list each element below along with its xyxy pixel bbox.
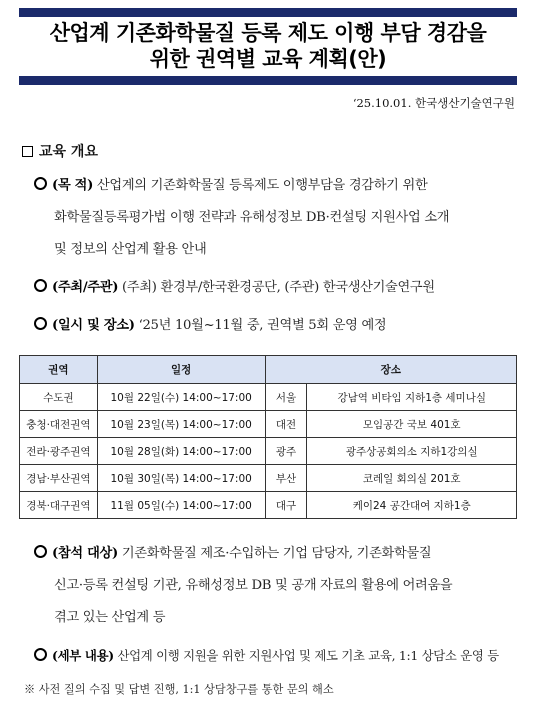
cell-city: 서울 <box>265 384 307 411</box>
cell-date: 10월 23일(목) 14:00~17:00 <box>97 411 265 438</box>
cell-venue: 강남역 비타임 지하1층 세미나실 <box>307 384 517 411</box>
purpose-label: (목 적) <box>52 178 94 193</box>
schedule-label: (일시 및 장소) <box>52 318 135 333</box>
cell-date: 10월 30일(목) 14:00~17:00 <box>97 465 265 492</box>
details-row <box>34 646 499 664</box>
target-text-line2: 신고·등록 컨설팅 기관, 유해성정보 DB 및 공개 자료의 활용에 어려움을 <box>54 578 453 593</box>
cell-region: 경남·부산권역 <box>20 465 98 492</box>
cell-city: 광주 <box>265 438 307 465</box>
host-label: (주최/주관) <box>52 280 119 295</box>
purpose-line1-row <box>34 174 427 193</box>
cell-venue: 광주상공회의소 지하1강의실 <box>307 438 517 465</box>
details-text: 산업계 이행 지원을 위한 지원사업 및 제도 기초 교육, 1:1 상담소 운영 등 <box>113 648 499 663</box>
host-text: (주최) 환경부/한국환경공단, (주관) 한국생산기술연구원 <box>118 280 435 295</box>
section-heading <box>22 141 98 161</box>
target-label: (참석 대상) <box>52 546 118 561</box>
footnote: ※ 사전 질의 수집 및 답변 진행, 1:1 상담창구를 통한 문의 해소 <box>24 683 334 696</box>
circle-bullet-icon <box>34 279 47 292</box>
cell-city: 대구 <box>265 492 307 519</box>
details-label: (세부 내용) <box>52 648 114 663</box>
table-row <box>20 438 517 465</box>
cell-region: 전라·광주권역 <box>20 438 98 465</box>
table-row <box>20 465 517 492</box>
date-organization: ‘25.10.01. 한국생산기술연구원 <box>352 96 515 110</box>
cell-date: 11월 05일(수) 14:00~17:00 <box>97 492 265 519</box>
circle-bullet-icon <box>34 177 47 190</box>
cell-date: 10월 22일(수) 14:00~17:00 <box>97 384 265 411</box>
document-title-line2: 위한 권역별 교육 계획(안) <box>149 47 387 71</box>
schedule-text: ‘25년 10월~11월 중, 권역별 5회 운영 예정 <box>134 318 387 333</box>
purpose-text-line3: 및 정보의 산업계 활용 안내 <box>54 242 207 257</box>
header-date: 일정 <box>97 356 265 384</box>
cell-date: 10월 28일(화) 14:00~17:00 <box>97 438 265 465</box>
document-title-line1: 산업계 기존화학물질 등록 제도 이행 부담 경감을 <box>49 21 487 45</box>
schedule-row <box>34 314 386 333</box>
target-text-line1: 기존화학물질 제조·수입하는 기업 담당자, 기존화학물질 <box>117 546 432 561</box>
header-place: 장소 <box>265 356 516 384</box>
cell-venue: 모임공간 국보 401호 <box>307 411 517 438</box>
title-bottom-bar <box>19 76 517 85</box>
cell-region: 수도권 <box>20 384 98 411</box>
host-row <box>34 276 435 295</box>
title-top-bar <box>19 8 517 17</box>
purpose-text-line1: 산업계의 기존화학물질 등록제도 이행부담을 경감하기 위한 <box>93 178 428 193</box>
table-row <box>20 411 517 438</box>
section-title: 교육 개요 <box>39 144 98 160</box>
cell-region: 충청·대전권역 <box>20 411 98 438</box>
target-line1-row <box>34 542 431 561</box>
circle-bullet-icon <box>34 317 47 330</box>
header-region: 권역 <box>20 356 98 384</box>
schedule-table <box>19 355 517 519</box>
circle-bullet-icon <box>34 648 47 661</box>
purpose-text-line2: 화학물질등록평가법 이행 전략과 유해성정보 DB·컨설팅 지원사업 소개 <box>54 210 450 225</box>
table-header-row <box>20 356 517 384</box>
target-text-line3: 겪고 있는 산업계 등 <box>54 610 166 625</box>
cell-venue: 코레일 회의실 201호 <box>307 465 517 492</box>
cell-city: 부산 <box>265 465 307 492</box>
cell-venue: 케이24 공간대여 지하1층 <box>307 492 517 519</box>
cell-region: 경북·대구권역 <box>20 492 98 519</box>
table-row <box>20 492 517 519</box>
cell-city: 대전 <box>265 411 307 438</box>
table-row <box>20 384 517 411</box>
square-bullet-icon <box>22 146 33 157</box>
circle-bullet-icon <box>34 545 47 558</box>
